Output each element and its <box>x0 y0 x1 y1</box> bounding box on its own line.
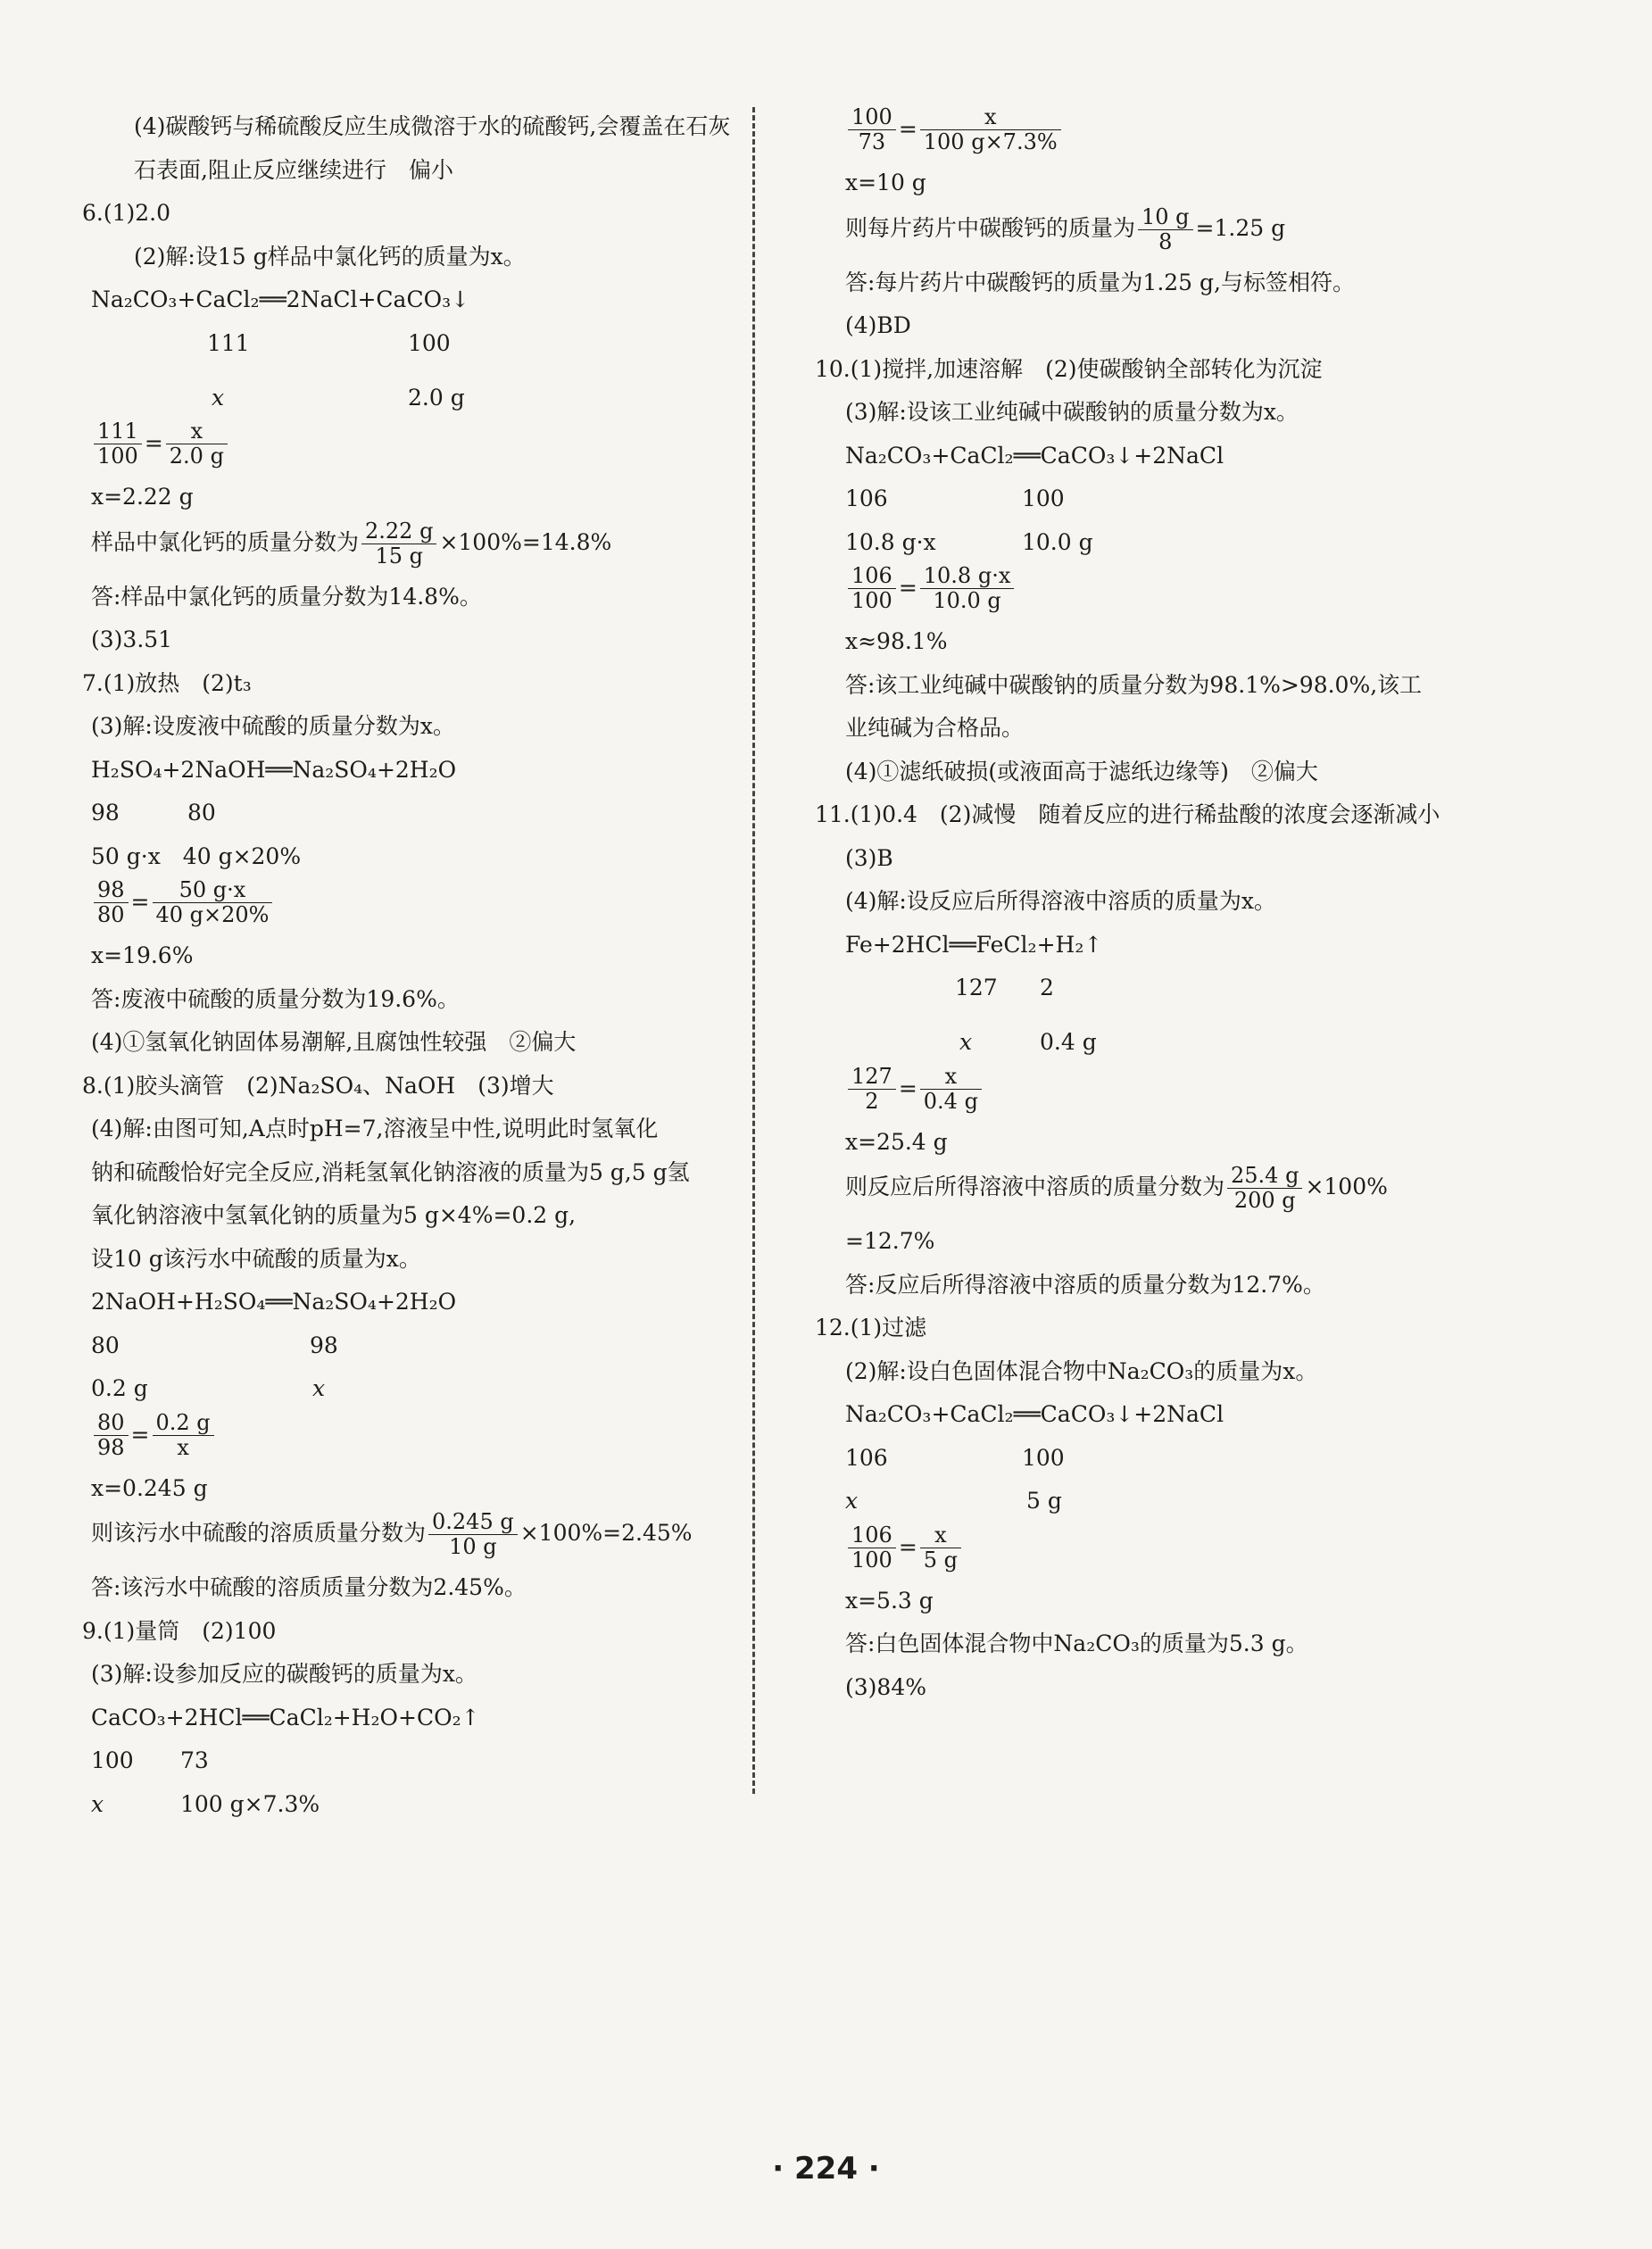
fraction-numerator: 111 <box>94 419 142 444</box>
fraction-denominator: 100 g×7.3% <box>923 129 1058 154</box>
fraction-numerator: 10.8 g·x <box>920 564 1015 589</box>
fraction-numerator: 0.2 g <box>153 1411 214 1436</box>
equation-ratio-row: 50 g·x 40 g×20% <box>91 842 302 869</box>
question-9-heading: 9.(1)量筒 (2)100 <box>82 1617 277 1644</box>
ratio-value: x <box>212 384 225 411</box>
ratio-value: 5 g <box>1026 1488 1062 1514</box>
ratio-value: 0.2 g <box>91 1375 148 1401</box>
equation-ratio-row <box>82 1739 760 1783</box>
ratio-value: 0.4 g <box>1040 1029 1097 1055</box>
text-line: 石表面,阻止反应继续进行 偏小 <box>134 156 453 183</box>
text-segment: 则该污水中硫酸的溶质质量分数为 <box>91 1520 427 1546</box>
equation-ratio-row <box>82 1324 760 1368</box>
proportion: $\frac{100}{73}$ = $\frac{x}{100 g\times 7.3\%}$ <box>763 105 1566 162</box>
text-line: (4)碳酸钙与稀硫酸反应生成微溶于水的硫酸钙,会覆盖在石灰 <box>134 113 731 139</box>
equation-ratio-row <box>763 477 1566 521</box>
fraction-denominator: 2 <box>865 1088 879 1114</box>
left-column <box>82 105 760 1826</box>
text-segment: 则反应后所得溶液中溶质的质量分数为 <box>845 1174 1225 1199</box>
text-line: =12.7% <box>845 1228 935 1254</box>
text-line: x≈98.1% <box>845 628 948 654</box>
ratio-value: 127 <box>955 975 998 1000</box>
text-line: 氧化钠溶液中氢氧化钠的质量为5 g×4%=0.2 g, <box>91 1202 577 1228</box>
text-line: (3)解:设该工业纯碱中碳酸钠的质量分数为x。 <box>845 399 1299 425</box>
text-segment: ×100%=14.8% <box>439 528 612 555</box>
chemical-equation: Na₂CO₃+CaCl₂══CaCO₃↓+2NaCl <box>845 442 1224 469</box>
mass-per-tablet-line <box>763 205 1566 261</box>
equation-ratio-row <box>763 967 1566 1021</box>
proportion: $\frac{111}{100}$ = $\frac{x}{2.0 g}$ <box>82 419 760 476</box>
answer-line: 答:该污水中硫酸的溶质质量分数为2.45%。 <box>91 1574 527 1600</box>
equation-ratio-row <box>82 377 760 420</box>
equation-ratio-row <box>82 792 760 835</box>
text-line: (2)解:设15 g样品中氯化钙的质量为x。 <box>134 243 526 270</box>
text-line: (4)解:设反应后所得溶液中溶质的质量为x。 <box>845 888 1276 914</box>
text-line: (3)B <box>845 844 893 871</box>
text-segment: 样品中氯化钙的质量分数为 <box>91 528 360 555</box>
fraction-denominator: 10.0 g <box>933 588 1001 613</box>
fraction-denominator: 200 g <box>1233 1188 1296 1213</box>
fraction-numerator: x <box>920 105 1061 130</box>
text-line: (4)BD <box>845 312 911 338</box>
fraction-denominator: 80 <box>97 902 125 927</box>
chemical-equation: CaCO₃+2HCl══CaCl₂+H₂O+CO₂↑ <box>91 1704 480 1730</box>
chemical-equation: H₂SO₄+2NaOH══Na₂SO₄+2H₂O <box>91 756 457 783</box>
right-column <box>763 105 1566 1709</box>
ratio-value: x <box>959 1029 973 1055</box>
fraction-denominator: 73 <box>858 129 886 154</box>
equation-ratio-row <box>82 1367 760 1411</box>
page-number: · 224 · <box>772 2151 880 2187</box>
ratio-value: 100 <box>408 329 451 356</box>
text-segment: 则每片药片中碳酸钙的质量为 <box>845 214 1136 241</box>
answer-line: 答:每片药片中碳酸钙的质量为1.25 g,与标签相符。 <box>845 269 1355 295</box>
fraction-numerator: 0.245 g <box>428 1510 518 1535</box>
fraction-denominator: 0.4 g <box>923 1088 978 1114</box>
ratio-value: 100 g×7.3% <box>180 1790 320 1817</box>
fraction-denominator: 98 <box>97 1434 125 1460</box>
ratio-value: x <box>91 1790 104 1817</box>
answer-line: 答:样品中氯化钙的质量分数为14.8%。 <box>91 583 482 610</box>
equation-ratio-row <box>763 521 1566 565</box>
mass-fraction-line <box>82 519 760 576</box>
chemical-equation: Fe+2HCl══FeCl₂+H₂↑ <box>845 931 1103 958</box>
fraction-numerator: 50 g·x <box>153 878 273 903</box>
fraction-denominator: 10 g <box>449 1534 497 1559</box>
proportion: $\frac{106}{100}$ = $\frac{10.8 g\cdot x}{10.0 g}$ <box>763 564 1566 620</box>
text-segment: =1.25 g <box>1195 214 1286 241</box>
answer-line: 答:该工业纯碱中碳酸钠的质量分数为98.1%>98.0%,该工 <box>845 671 1423 698</box>
text-segment: ×100% <box>1305 1174 1388 1199</box>
ratio-value: x <box>312 1375 326 1401</box>
proportion: $\frac{80}{98}$ = $\frac{0.2 g}{x}$ <box>82 1411 760 1467</box>
fraction-numerator: 127 <box>848 1065 896 1090</box>
ratio-value: 106 <box>845 1444 888 1471</box>
chemical-equation: Na₂CO₃+CaCl₂══CaCO₃↓+2NaCl <box>845 1401 1224 1427</box>
proportion: $\frac{106}{100}$ = $\frac{x}{5 g}$ <box>763 1523 1566 1580</box>
ratio-value: 73 <box>180 1747 209 1773</box>
text-line: x=5.3 g <box>845 1587 934 1614</box>
ratio-value: 2 <box>1040 975 1054 1000</box>
fraction-numerator: 106 <box>848 564 896 589</box>
question-10-heading: 10.(1)搅拌,加速溶解 (2)使碳酸钠全部转化为沉淀 <box>815 355 1323 382</box>
text-line: x=10 g <box>845 170 926 195</box>
text-line: (2)解:设白色固体混合物中Na₂CO₃的质量为x。 <box>845 1357 1318 1384</box>
question-7-heading: 7.(1)放热 (2)t₃ <box>82 669 252 696</box>
proportion: $\frac{98}{80}$ = $\frac{50 g\cdot x}{40 g\times 20\%}$ <box>82 878 760 934</box>
fraction-numerator: 2.22 g <box>361 519 436 544</box>
text-line: 设10 g该污水中硫酸的质量为x。 <box>91 1245 421 1272</box>
text-line: (3)解:设参加反应的碳酸钙的质量为x。 <box>91 1661 477 1687</box>
fraction-denominator: 2.0 g <box>169 444 224 469</box>
fraction-numerator: 100 <box>848 105 896 130</box>
ratio-value: 98 <box>91 800 120 826</box>
answer-line: 业纯碱为合格品。 <box>845 715 1025 741</box>
question-12-heading: 12.(1)过滤 <box>815 1315 927 1340</box>
fraction-denominator: 8 <box>1158 228 1173 254</box>
ratio-value: 111 <box>207 329 250 356</box>
chemical-equation: 2NaOH+H₂SO₄══Na₂SO₄+2H₂O <box>91 1289 457 1315</box>
ratio-value: 100 <box>91 1747 134 1773</box>
ratio-value: 80 <box>187 800 216 826</box>
fraction-denominator: 5 g <box>923 1547 959 1573</box>
mass-fraction-line <box>763 1164 1566 1220</box>
text-line: (4)①滤纸破损(或液面高于滤纸边缘等) ②偏大 <box>845 758 1318 784</box>
answer-line: 答:废液中硫酸的质量分数为19.6%。 <box>91 985 460 1012</box>
question-11-heading: 11.(1)0.4 (2)减慢 随着反应的进行稀盐酸的浓度会逐渐减小 <box>815 801 1440 827</box>
equation-ratio-row <box>82 322 760 377</box>
text-line: (3)84% <box>845 1673 926 1700</box>
fraction-numerator: x <box>920 1523 961 1548</box>
text-line: 钠和硫酸恰好完全反应,消耗氢氧化钠溶液的质量为5 g,5 g氢 <box>91 1158 690 1185</box>
fraction-numerator: 98 <box>94 878 129 903</box>
answer-line: 答:白色固体混合物中Na₂CO₃的质量为5.3 g。 <box>845 1631 1308 1656</box>
fraction-numerator: x <box>920 1065 982 1090</box>
equation-ratio-row <box>763 1021 1566 1065</box>
ratio-value: 2.0 g <box>408 384 465 411</box>
ratio-value: 106 <box>845 485 888 511</box>
text-line: x=2.22 g <box>91 484 194 510</box>
answer-line: 答:反应后所得溶液中溶质的质量分数为12.7%。 <box>845 1271 1325 1298</box>
mass-fraction-line <box>82 1510 760 1566</box>
text-line: x=0.245 g <box>91 1474 208 1501</box>
ratio-value: 80 <box>91 1332 120 1358</box>
equation-ratio-row <box>82 1783 760 1827</box>
text-line: (3)解:设废液中硫酸的质量分数为x。 <box>91 713 455 739</box>
ratio-value: 10.0 g <box>1022 528 1093 555</box>
question-6-heading: 6.(1)2.0 <box>82 200 171 226</box>
ratio-value: 98 <box>310 1332 338 1358</box>
text-line: (4)①氢氧化钠固体易潮解,且腐蚀性较强 ②偏大 <box>91 1029 577 1055</box>
text-line: x=19.6% <box>91 942 194 968</box>
equation-ratio-row <box>763 1437 1566 1481</box>
fraction-denominator: 15 g <box>375 543 423 568</box>
ratio-value: 100 <box>1022 485 1065 511</box>
text-line: x=25.4 g <box>845 1128 948 1155</box>
fraction-numerator: 106 <box>848 1523 896 1548</box>
fraction-denominator: 100 <box>851 1547 892 1573</box>
chemical-equation: Na₂CO₃+CaCl₂══2NaCl+CaCO₃↓ <box>91 286 470 312</box>
fraction-denominator: 100 <box>851 588 892 613</box>
question-8-heading: 8.(1)胶头滴管 (2)Na₂SO₄、NaOH (3)增大 <box>82 1072 554 1099</box>
text-line: (3)3.51 <box>91 627 173 652</box>
text-segment: ×100%=2.45% <box>519 1520 693 1546</box>
fraction-denominator: 100 <box>97 444 138 469</box>
text-line: (4)解:由图可知,A点时pH=7,溶液呈中性,说明此时氢氧化 <box>91 1116 659 1141</box>
fraction-numerator: x <box>166 419 228 444</box>
proportion: $\frac{127}{2}$ = $\frac{x}{0.4 g}$ <box>763 1065 1566 1121</box>
ratio-value: x <box>845 1488 859 1514</box>
fraction-numerator: 80 <box>94 1411 129 1436</box>
ratio-value: 100 <box>1022 1444 1065 1471</box>
ratio-value: 10.8 g·x <box>845 528 936 555</box>
fraction-denominator: x <box>177 1434 189 1460</box>
equation-ratio-row <box>763 1480 1566 1523</box>
fraction-denominator: 40 g×20% <box>155 902 270 927</box>
fraction-numerator: 25.4 g <box>1227 1164 1302 1189</box>
fraction-numerator: 10 g <box>1138 205 1193 230</box>
